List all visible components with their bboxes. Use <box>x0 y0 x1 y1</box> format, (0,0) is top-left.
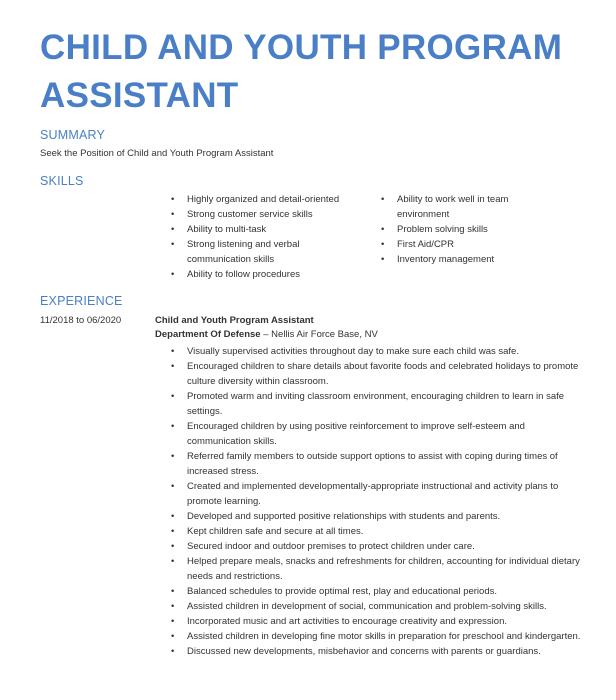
duty-item: • Helped prepare meals, snacks and refreshments for children, accounting for individual dietary needs and restrictions. <box>171 554 581 584</box>
skill-item: • Highly organized and detail-oriented <box>171 192 361 207</box>
duty-item: • Referred family members to outside support options to assist with coping during times of increased stress. <box>171 449 581 479</box>
duty-item: • Discussed new developments, misbehavior and concerns with parents or guardians. <box>171 644 581 659</box>
duty-item: • Developed and supported positive relationships with students and parents. <box>171 509 581 524</box>
duty-item: • Kept children safe and secure at all times. <box>171 524 581 539</box>
duty-item: • Assisted children in development of social, communication and problem-solving skills. <box>171 599 581 614</box>
employer-separator: – <box>263 329 269 340</box>
duty-item: • Visually supervised activities throughout day to make sure each child was safe. <box>171 344 581 359</box>
skill-item: • Problem solving skills <box>381 222 531 237</box>
resume-title <box>40 24 600 120</box>
duty-item: • Encouraged children to share details about favorite foods and celebrated holidays to promote culture diversity within classroom. <box>171 359 581 389</box>
duty-item: • Promoted warm and inviting classroom environment, encouraging children to learn in safe settings. <box>171 389 581 419</box>
skills-list-left <box>171 192 361 282</box>
skill-item: • Inventory management <box>381 252 531 267</box>
title-line-2: ASSISTANT <box>40 76 239 115</box>
skill-item: • First Aid/CPR <box>381 237 531 252</box>
duty-item: • Encouraged children by using positive reinforcement to improve self-esteem and communication skills. <box>171 419 581 449</box>
employer-name: Department Of Defense <box>155 329 261 340</box>
duty-item: • Assisted children in developing fine motor skills in preparation for preschool and kindergarten. <box>171 629 581 644</box>
duties-list <box>171 344 581 659</box>
summary-text: Seek the Position of Child and Youth Program Assistant <box>40 148 274 159</box>
skill-item: • Strong listening and verbal communication skills <box>171 237 327 267</box>
summary-heading: SUMMARY <box>40 128 106 142</box>
duty-item: • Secured indoor and outdoor premises to protect children under care. <box>171 539 581 554</box>
job-dates: 11/2018 to 06/2020 <box>40 315 122 326</box>
skill-item: • Ability to multi-task <box>171 222 361 237</box>
duty-item: • Incorporated music and art activities to encourage creativity and expression. <box>171 614 581 629</box>
title-line-1: CHILD AND YOUTH PROGRAM <box>40 28 563 67</box>
skill-item: • Ability to follow procedures <box>171 267 361 282</box>
job-location: Nellis Air Force Base, NV <box>271 329 378 340</box>
employer-line <box>155 329 378 340</box>
skills-heading: SKILLS <box>40 174 84 188</box>
duty-item: • Balanced schedules to provide optimal rest, play and educational periods. <box>171 584 581 599</box>
skill-item: • Strong customer service skills <box>171 207 361 222</box>
experience-heading: EXPERIENCE <box>40 294 123 308</box>
skills-list-right <box>381 192 531 267</box>
duty-item: • Created and implemented developmentally-appropriate instructional and activity plans to promote learning. <box>171 479 581 509</box>
job-title: Child and Youth Program Assistant <box>155 315 314 326</box>
skill-item: • Ability to work well in team environment <box>381 192 537 222</box>
